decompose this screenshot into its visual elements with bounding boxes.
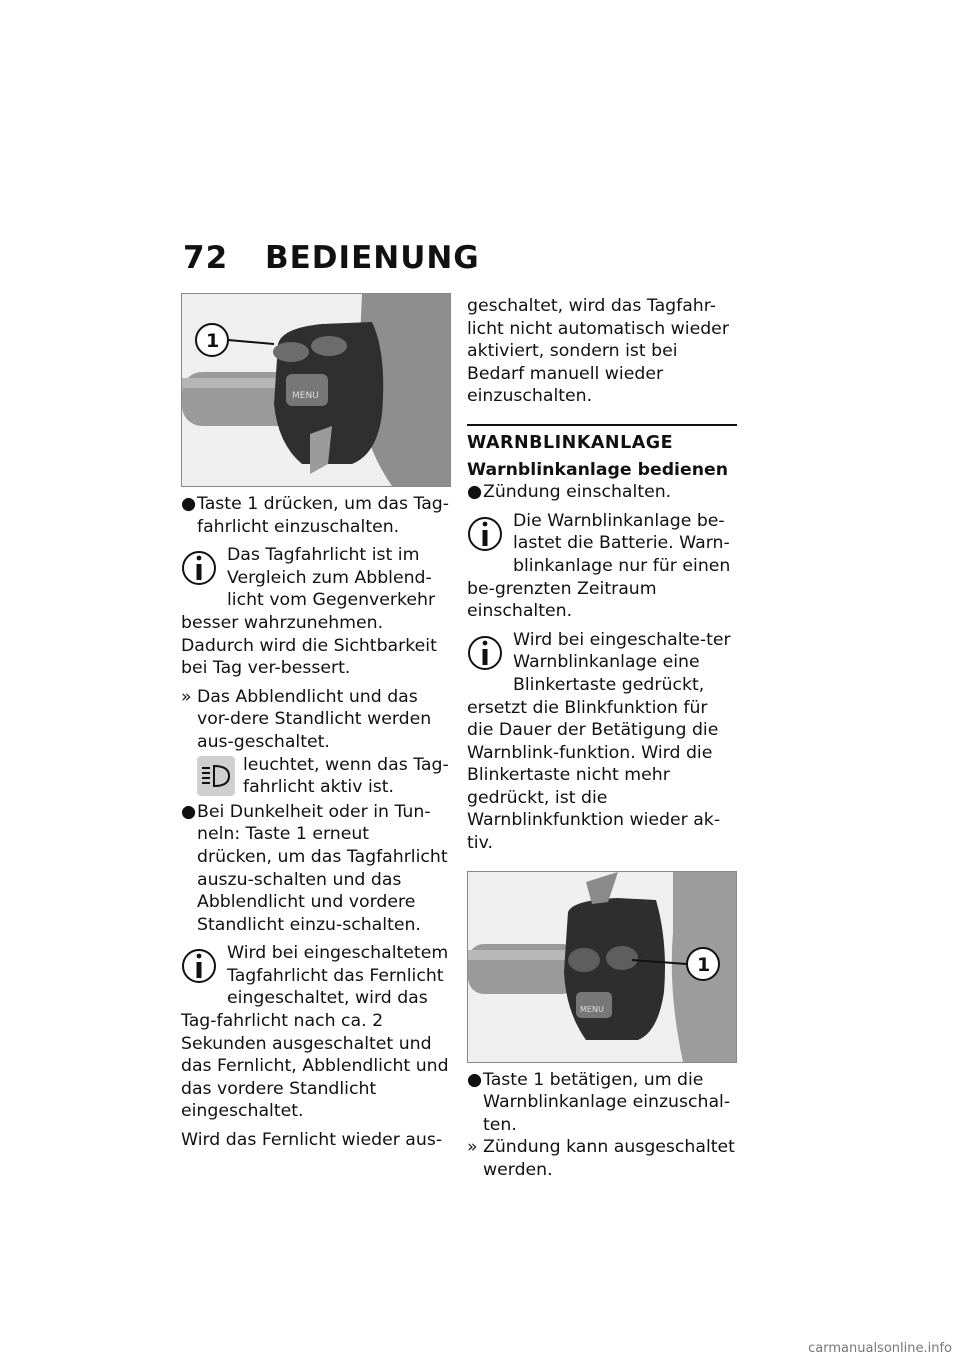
info-icon	[467, 510, 503, 558]
daytime-running-light-icon	[197, 756, 235, 796]
double-chevron-icon: »	[467, 1137, 478, 1158]
bullet-icon: ●	[181, 494, 197, 514]
bullet-icon: ●	[467, 482, 483, 503]
handlebar-illustration-right	[468, 872, 736, 1062]
info-note-high-beam: Wird bei eingeschaltetem Tagfahrlicht das Fernlicht eingeschaltet, wird das Tag-fahrlicht nach ca. 2 Sekunden ausgeschaltet und das Fernlicht, Abblendlicht und das vordere Standlicht eingeschaltet.	[181, 943, 449, 1122]
menu-button-label-2: MENU	[580, 1004, 604, 1014]
step-ignition-on: ● Zündung einschalten.	[467, 482, 672, 503]
watermark: carmanualsonline.info	[808, 1341, 952, 1356]
info-icon	[181, 942, 217, 990]
result-ignition-off: » Zündung kann ausgeschaltet werden.	[467, 1137, 735, 1181]
info-note-turn-signal: Wird bei eingeschalte-ter Warnblinkanlage eine Blinkertaste gedrückt, ersetzt die Blinkfunktion für die Dauer der Betätigung die Warnblink-funktion. Wird die Blinkertaste nicht mehr gedrückt, ist die Warnblinkfunktion wieder ak-tiv.	[467, 629, 731, 854]
info-icon	[467, 629, 503, 677]
callout-1-right: 1	[697, 953, 711, 976]
figure-handlebar-switch-left	[181, 293, 451, 487]
left-column	[181, 293, 449, 1152]
page-number: 72	[183, 240, 229, 276]
info-note-daytime-light: Das Tagfahrlicht ist im Vergleich zum Abblend-licht vom Gegenverkehr besser wahrzunehmen. Dadurch wird die Sichtbarkeit bei Tag ver-bessert.	[181, 545, 437, 679]
subsection-title-hazard-lights: Warnblinkanlage bedienen	[467, 459, 729, 480]
info-note-battery: Die Warnblinkanlage be-lastet die Batterie. Warn-blinkanlage nur für einen be-grenzten Zeitraum einschalten.	[467, 510, 731, 622]
bullet-icon: ●	[467, 1069, 483, 1090]
section-title-hazard-lights: WARNBLINKANLAGE	[467, 424, 737, 455]
continued-text: Wird das Fernlicht wieder aus-	[181, 1130, 443, 1151]
figure-handlebar-switch-right	[467, 871, 737, 1063]
step-daytime-light-off: ● Bei Dunkelheit oder in Tun-neln: Taste 1 erneut drücken, um das Tagfahrlicht auszu-schalten und das Abblendlicht und vordere Standlicht einzu-schalten.	[181, 801, 448, 935]
page-header	[183, 240, 480, 276]
info-icon	[181, 544, 217, 592]
step-hazard-on: ● Taste 1 betätigen, um die Warnblinkanlage einzuschal-ten.	[467, 1069, 731, 1135]
handlebar-illustration	[182, 294, 450, 486]
double-chevron-icon: »	[181, 686, 192, 707]
continued-paragraph: geschaltet, wird das Tagfahr-licht nicht automatisch wieder aktiviert, sondern ist bei Bedarf manuell wieder einzuschalten.	[467, 296, 729, 407]
page-title: BEDIENUNG	[265, 240, 480, 276]
indicator-daytime-light: leuchtet, wenn das Tag-fahrlicht aktiv ist.	[181, 754, 449, 799]
menu-button-label: MENU	[292, 391, 319, 401]
right-column	[467, 295, 737, 1182]
bullet-icon: ●	[181, 801, 197, 822]
step-daytime-light-on: ● Taste 1 drücken, um das Tag-fahrlicht einzuschalten.	[181, 494, 449, 537]
callout-1: 1	[206, 330, 220, 352]
result-low-beam-off: » Das Abblendlicht und das vor-dere Standlicht werden aus-geschaltet.	[181, 686, 432, 752]
